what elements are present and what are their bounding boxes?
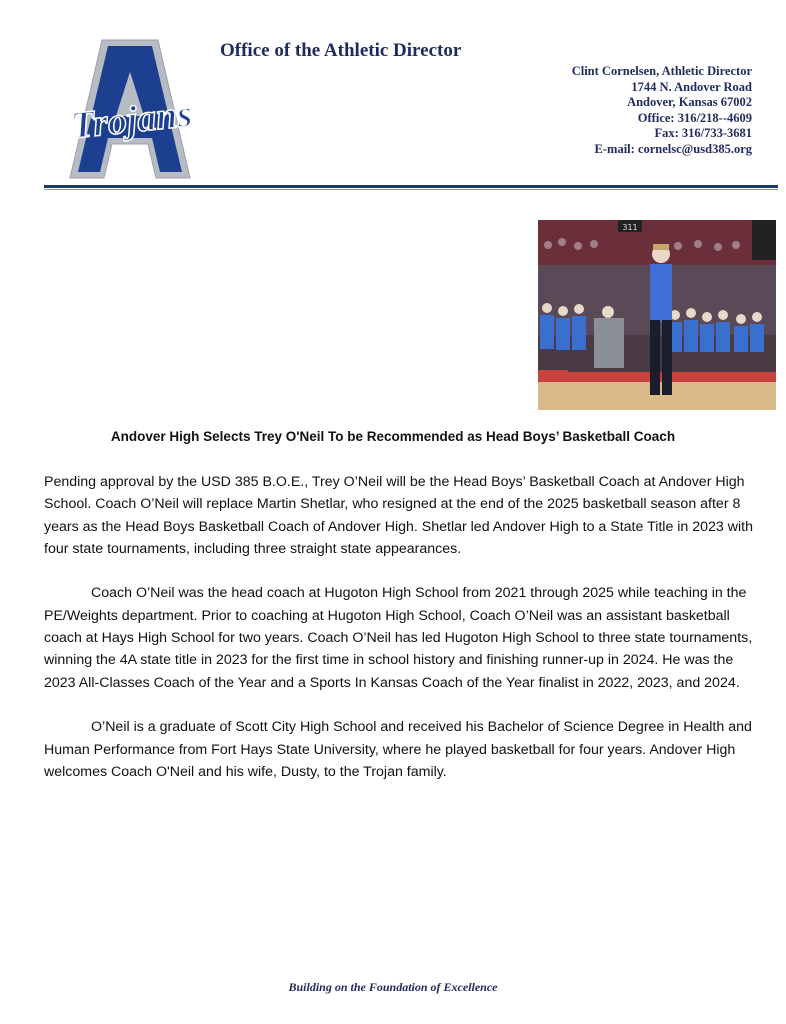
article-paragraph: Pending approval by the USD 385 B.O.E., Trey O’Neil will be the Head Boys’ Basketball Coach at Andover High School. Coach O’Neil will replace Martin Shetlar, who resigned at the end of the 2025 basketball season after 8 years as the Head Boys Basketball Coach of Andover High. Shetlar led Andover High to a State Title in 2023 with four state tournaments, including three straight state appearances. bbox=[44, 474, 753, 557]
article-paragraph: O’Neil is a graduate of Scott City High School and received his Bachelor of Science Degree in Health and Human Performance from Fort Hays State University, where he played basketball for four years. Andover High welcomes Coach O'Neil and his wife, Dusty, to the Trojan family. bbox=[44, 719, 752, 780]
article-headline: Andover High Selects Trey O'Neil To be Recommended as Head Boys’ Basketball Coach bbox=[110, 429, 676, 444]
contact-city: Andover, Kansas 67002 bbox=[627, 95, 752, 110]
coach-photo bbox=[538, 220, 776, 410]
contact-block bbox=[572, 64, 752, 158]
contact-fax: Fax: 316/733-3681 bbox=[654, 126, 752, 141]
trojans-a-logo bbox=[60, 38, 210, 183]
logo-wordmark: Trojans bbox=[69, 92, 194, 148]
scoreboard-number: 311 bbox=[622, 223, 638, 232]
contact-street: 1744 N. Andover Road bbox=[631, 79, 752, 94]
article-paragraph: Coach O’Neil was the head coach at Hugoton High School from 2021 through 2025 while teaching in the PE/Weights department. Prior to coaching at Hugoton High School, Coach O’Neil was an assistant basketball coach at Hays High School for two years. Coach O’Neil has led Hugoton High School to three state tournaments, winning the 4A state title in 2023 for the first time in school history and finishing runner-up in 2024. He was the 2023 All-Classes Coach of the Year and a Sports In Kansas Coach of the Year finalist in 2022, 2023, and 2024. bbox=[44, 585, 753, 691]
footer-tagline: Building on the Foundation of Excellence bbox=[288, 980, 498, 994]
header-divider bbox=[44, 185, 778, 188]
article-body bbox=[44, 471, 756, 805]
office-title: Office of the Athletic Director bbox=[220, 40, 462, 61]
contact-email: E-mail: cornelsc@usd385.org bbox=[594, 141, 752, 156]
contact-office-phone: Office: 316/218--4609 bbox=[637, 110, 752, 125]
contact-name: Clint Cornelsen, Athletic Director bbox=[571, 64, 752, 78]
header-divider-thin bbox=[44, 189, 778, 190]
